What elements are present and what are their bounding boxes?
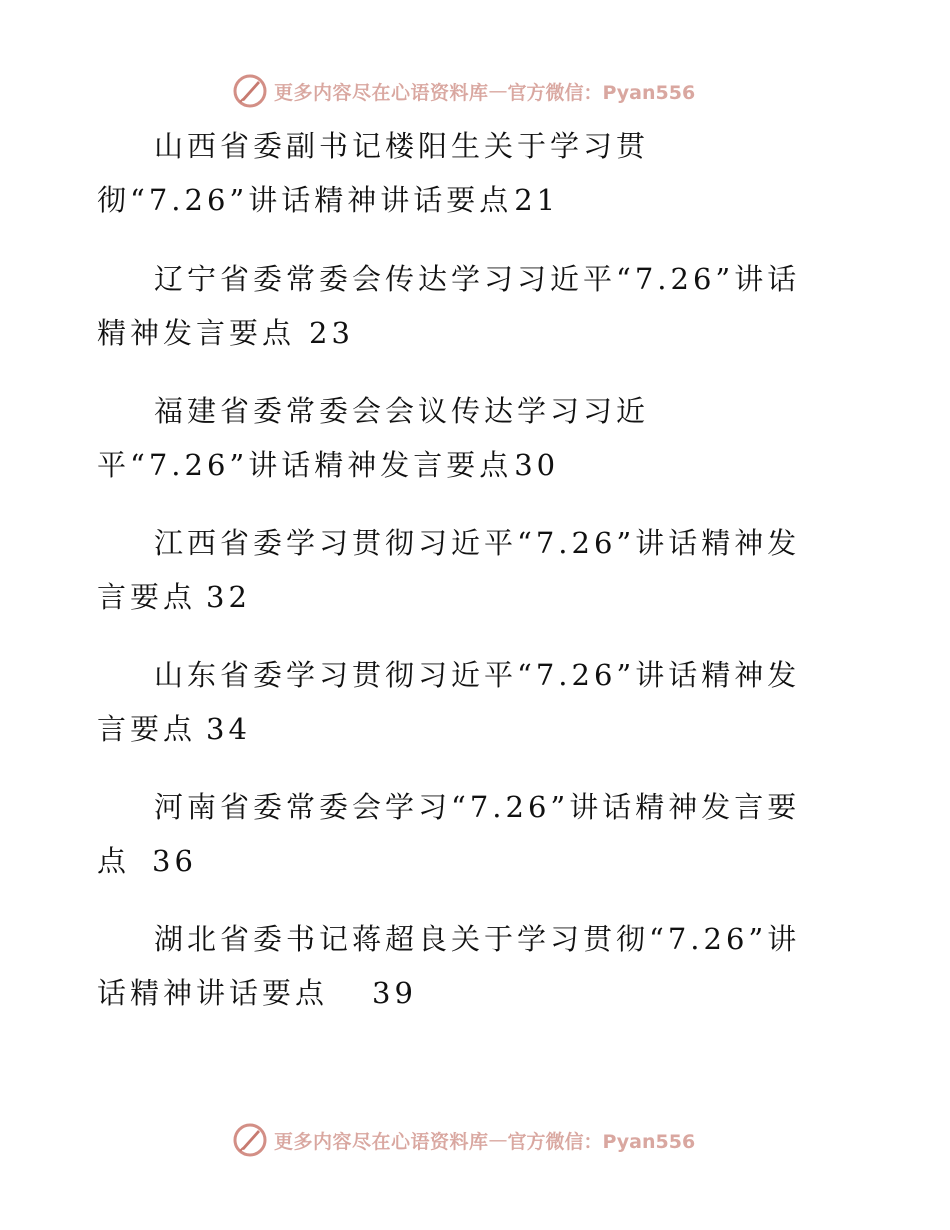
- watermark-text: 更多内容尽在心语资料库: [274, 81, 489, 104]
- toc-page-number: 32: [206, 580, 251, 614]
- toc-entry: [97, 384, 837, 492]
- quill-circle-logo-icon: [232, 1122, 268, 1158]
- toc-entry: [97, 912, 837, 1020]
- toc-page-number: 30: [514, 448, 560, 482]
- toc-entry: [97, 119, 837, 227]
- toc-entry-title-line1: 山东省委学习贯彻习近平“7.26”讲话精神发: [154, 658, 801, 692]
- watermark-text: 更多内容尽在心语资料库: [274, 1130, 489, 1153]
- footer-watermark: [232, 1120, 695, 1160]
- toc-entry-title-line2: 言要点: [97, 580, 197, 614]
- toc-entry: [97, 516, 837, 624]
- toc-entry: [97, 252, 837, 360]
- toc-entry: [97, 780, 837, 888]
- toc-entry: [97, 648, 837, 756]
- header-watermark: [232, 71, 695, 111]
- toc-entry-title-line2: 平“7.26”讲话精神发言要点: [97, 448, 513, 482]
- watermark-account: 官方微信：Pyan556: [507, 1130, 696, 1153]
- watermark-account: 官方微信：Pyan556: [507, 81, 696, 104]
- watermark-separator: —: [488, 80, 508, 102]
- toc-entry-title-line1: 湖北省委书记蒋超良关于学习贯彻“7.26”讲: [154, 922, 801, 956]
- toc-page-number: 36: [152, 844, 197, 878]
- toc-entry-title-line2: 精神发言要点: [97, 316, 296, 350]
- toc-entry-title-line2: 言要点: [97, 712, 197, 746]
- toc-entry-title-line1: 河南省委常委会学习“7.26”讲话精神发言要: [154, 790, 801, 824]
- toc-entry-title-line1: 福建省委常委会会议传达学习习近: [154, 394, 650, 428]
- toc-entry-title-line1: 江西省委学习贯彻习近平“7.26”讲话精神发: [154, 526, 801, 560]
- toc-entry-title-line2: 彻“7.26”讲话精神讲话要点: [97, 183, 513, 217]
- toc-page-number: 34: [206, 712, 251, 746]
- toc-entry-title-line2: 点: [97, 844, 131, 878]
- quill-circle-logo-icon: [232, 73, 268, 109]
- toc-page-number: 39: [372, 976, 417, 1010]
- toc-entry-title-line2: 话精神讲话要点: [97, 976, 329, 1010]
- toc-page-number: 23: [309, 316, 354, 350]
- toc-entry-title-line1: 山西省委副书记楼阳生关于学习贯: [154, 129, 650, 163]
- toc-entry-title-line1: 辽宁省委常委会传达学习习近平“7.26”讲话: [154, 262, 801, 296]
- toc-page-number: 21: [514, 183, 560, 217]
- watermark-separator: —: [488, 1129, 508, 1151]
